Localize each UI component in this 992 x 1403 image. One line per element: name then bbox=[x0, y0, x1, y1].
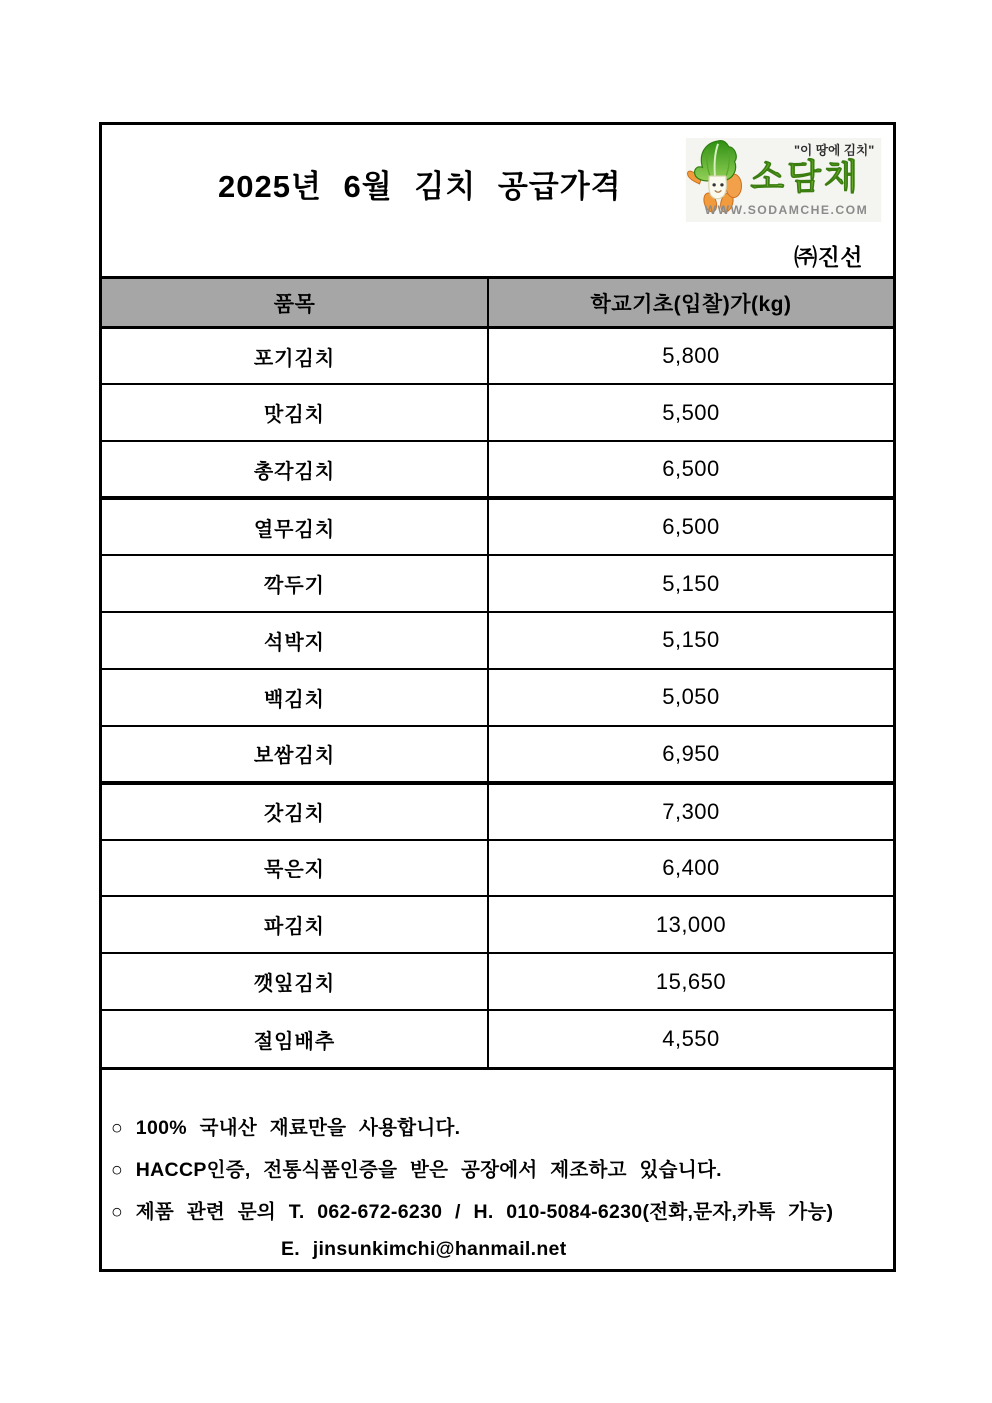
table-row bbox=[102, 328, 893, 385]
item-name: 파김치 bbox=[102, 896, 488, 953]
logo-brand-text: 소담채 bbox=[750, 157, 861, 197]
notes-section bbox=[102, 1067, 893, 1269]
logo-tagline: "이 땅에 김치" bbox=[793, 143, 875, 158]
table-row bbox=[102, 783, 893, 840]
item-name: 보쌈김치 bbox=[102, 726, 488, 783]
item-price: 5,050 bbox=[488, 669, 893, 726]
item-name: 절임배추 bbox=[102, 1010, 488, 1067]
item-price: 5,150 bbox=[488, 612, 893, 669]
table-row bbox=[102, 441, 893, 498]
item-name: 갓김치 bbox=[102, 783, 488, 840]
company-name: ㈜진선 bbox=[794, 244, 863, 270]
item-name: 묵은지 bbox=[102, 840, 488, 897]
item-price: 4,550 bbox=[488, 1010, 893, 1067]
item-name: 열무김치 bbox=[102, 498, 488, 555]
note-haccp-certification: ○ HACCP인증, 전통식품인증을 받은 공장에서 제조하고 있습니다. bbox=[111, 1159, 722, 1182]
note-contact-phones: ○ 제품 관련 문의 T. 062-672-6230 / H. 010-5084-6230(전화,문자,카톡 가능) bbox=[111, 1201, 834, 1224]
note-contact-email: E. jinsunkimchi@hanmail.net bbox=[281, 1238, 567, 1261]
table-row bbox=[102, 498, 893, 555]
table-row bbox=[102, 726, 893, 783]
table-row bbox=[102, 555, 893, 612]
item-name: 깍두기 bbox=[102, 555, 488, 612]
sodamche-logo bbox=[685, 138, 882, 222]
price-sheet bbox=[99, 122, 896, 1272]
item-price: 5,150 bbox=[488, 555, 893, 612]
table-row bbox=[102, 896, 893, 953]
column-header-item: 품목 bbox=[102, 278, 488, 328]
item-price: 5,800 bbox=[662, 343, 720, 369]
item-price: 6,500 bbox=[488, 498, 893, 555]
table-row bbox=[102, 953, 893, 1010]
item-price: 6,400 bbox=[488, 840, 893, 897]
table-header-row bbox=[102, 278, 893, 328]
sheet-header bbox=[102, 125, 893, 276]
table-row bbox=[102, 669, 893, 726]
page-title: 2025년 6월 김치 공급가격 bbox=[218, 169, 622, 204]
item-price: 5,500 bbox=[488, 384, 893, 441]
logo-url: WWW.SODAMCHE.COM bbox=[704, 203, 869, 218]
column-header-price: 학교기초(입찰)가(kg) bbox=[488, 278, 893, 328]
item-name: 백김치 bbox=[102, 669, 488, 726]
table-row bbox=[102, 1010, 893, 1067]
item-price: 6,950 bbox=[488, 726, 893, 783]
item-name: 포기김치 bbox=[102, 328, 488, 385]
table-row bbox=[102, 840, 893, 897]
item-name: 깻잎김치 bbox=[102, 953, 488, 1010]
note-domestic-ingredients: ○ 100% 국내산 재료만을 사용합니다. bbox=[111, 1117, 461, 1140]
item-price: 6,500 bbox=[488, 441, 893, 498]
item-name: 총각김치 bbox=[102, 441, 488, 498]
item-price: 7,300 bbox=[488, 783, 893, 840]
item-name: 맛김치 bbox=[102, 384, 488, 441]
item-price: 13,000 bbox=[488, 896, 893, 953]
table-row bbox=[102, 384, 893, 441]
item-name: 석박지 bbox=[102, 612, 488, 669]
item-price: 15,650 bbox=[488, 953, 893, 1010]
table-row bbox=[102, 612, 893, 669]
price-table bbox=[102, 276, 893, 1067]
